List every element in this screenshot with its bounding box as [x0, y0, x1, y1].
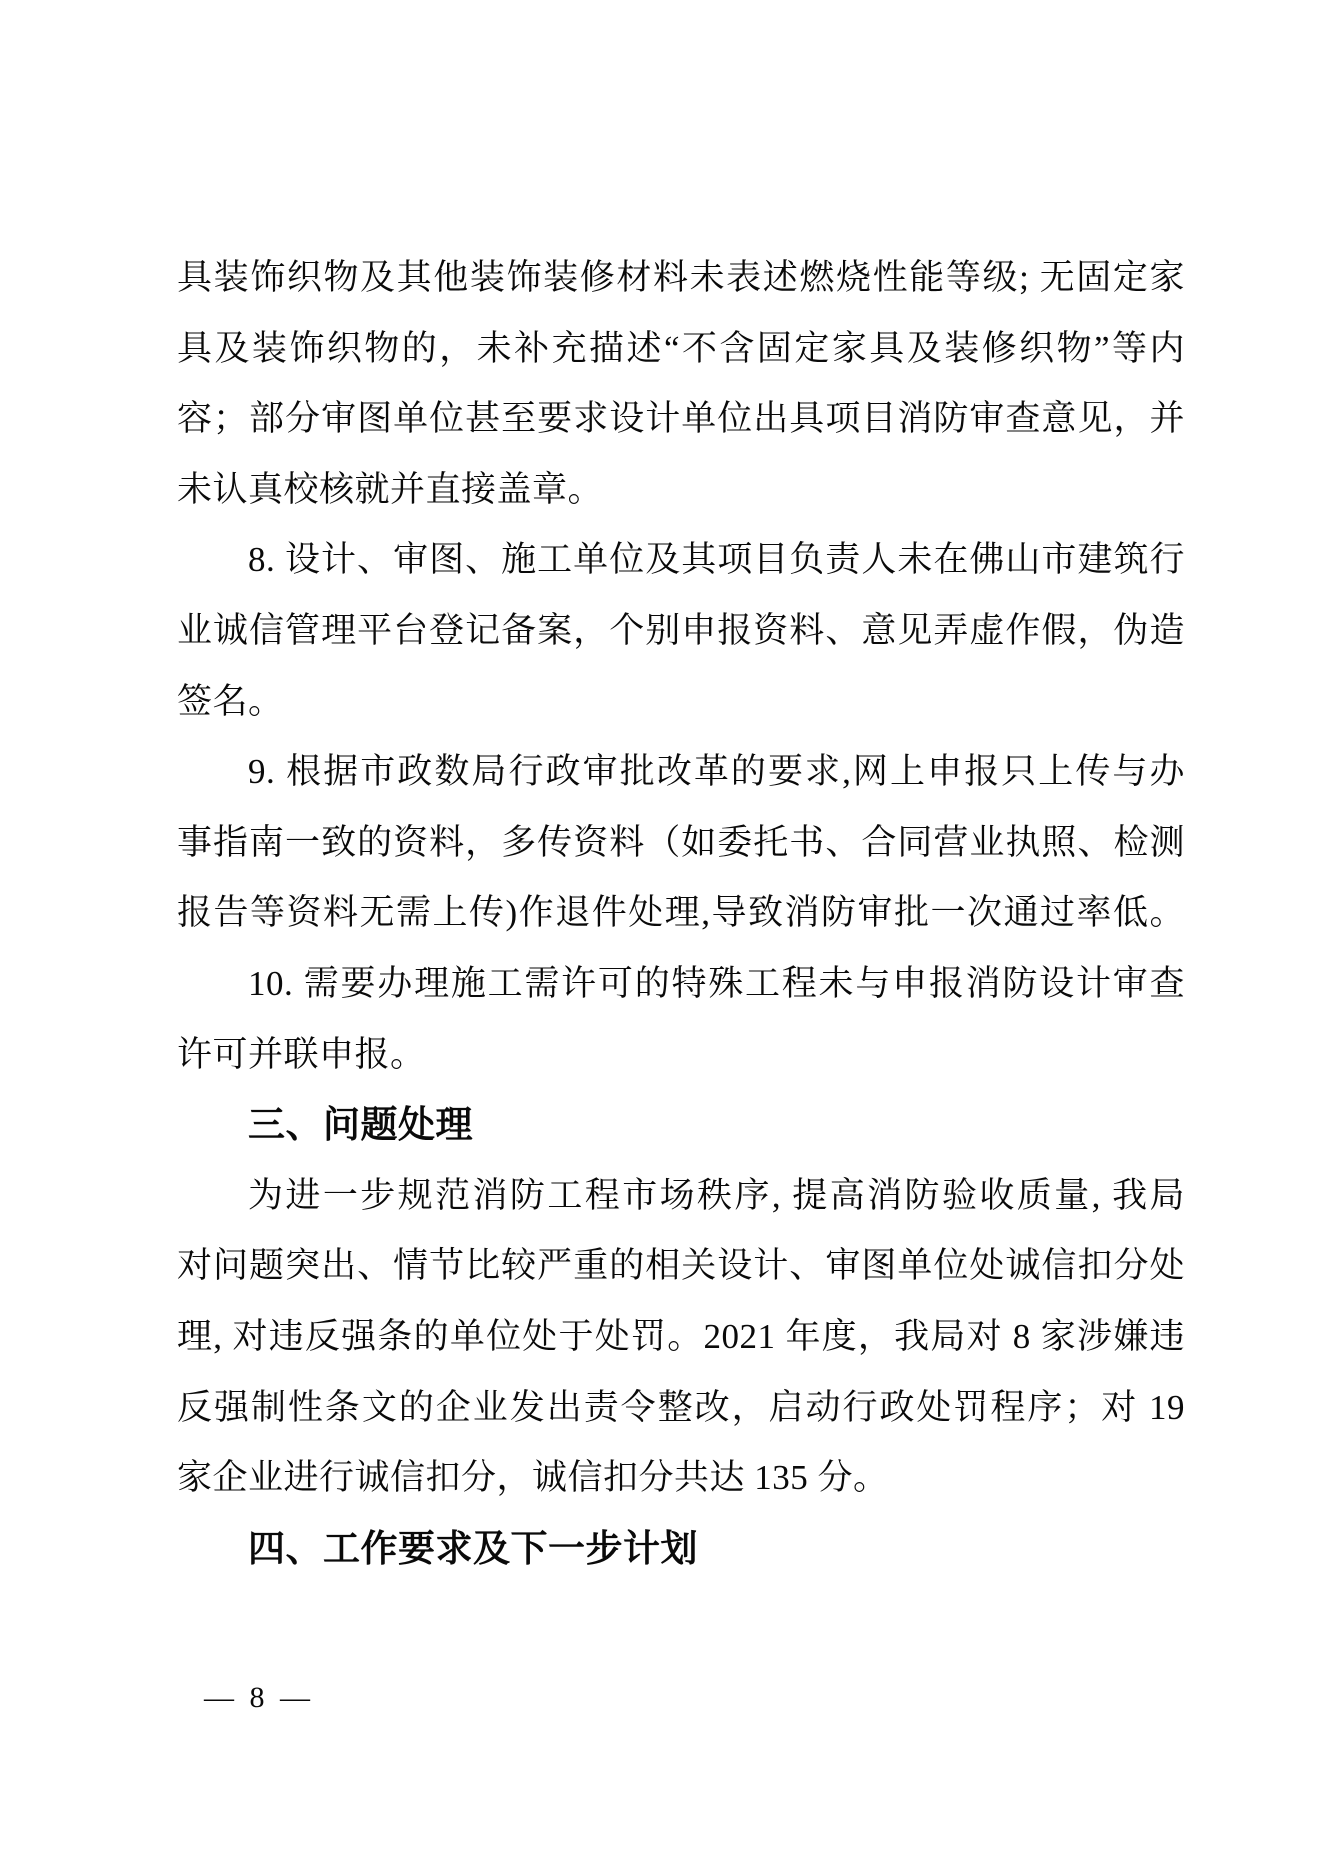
text-line: 反强制性条文的企业发出责令整改，启动行政处罚程序；对 19 — [177, 1387, 1185, 1427]
text-line: 报告等资料无需上传)作退件处理,导致消防审批一次通过率低。 — [177, 893, 1185, 933]
text-line: 8. 设计、审图、施工单位及其项目负责人未在佛山市建筑行 — [248, 540, 1185, 580]
text-line: 具装饰织物及其他装饰装修材料未表述燃烧性能等级; 无固定家 — [177, 258, 1185, 297]
text-line: 为进一步规范消防工程市场秩序, 提高消防验收质量, 我局 — [248, 1175, 1185, 1215]
text-line: 容；部分审图单位甚至要求设计单位出具项目消防审查意见，并 — [177, 399, 1185, 439]
section-heading: 四、工作要求及下一步计划 — [248, 1527, 698, 1569]
text-line: 9. 根据市政数局行政审批改革的要求,网上申报只上传与办 — [248, 752, 1185, 792]
text-line: 业诚信管理平台登记备案，个别申报资料、意见弄虚作假，伪造 — [177, 610, 1185, 650]
text-line: 对问题突出、情节比较严重的相关设计、审图单位处诚信扣分处 — [177, 1246, 1185, 1286]
text-line: 10. 需要办理施工需许可的特殊工程未与申报消防设计审查 — [248, 963, 1185, 1003]
text-line: 未认真校核就并直接盖章。 — [177, 469, 604, 509]
page-number: — 8 — — [204, 1681, 314, 1714]
text-line: 事指南一致的资料，多传资料（如委托书、合同营业执照、检测 — [177, 822, 1185, 862]
document-body — [177, 243, 1185, 1584]
section-heading: 三、问题处理 — [248, 1104, 473, 1146]
text-line: 理, 对违反强条的单位处于处罚。2021 年度，我局对 8 家涉嫌违 — [177, 1316, 1185, 1356]
text-line: 签名。 — [177, 681, 284, 721]
text-line: 具及装饰织物的，未补充描述“不含固定家具及装修织物”等内 — [177, 328, 1185, 368]
text-line: 许可并联申报。 — [177, 1034, 426, 1074]
text-line: 家企业进行诚信扣分，诚信扣分共达 135 分。 — [177, 1458, 889, 1498]
